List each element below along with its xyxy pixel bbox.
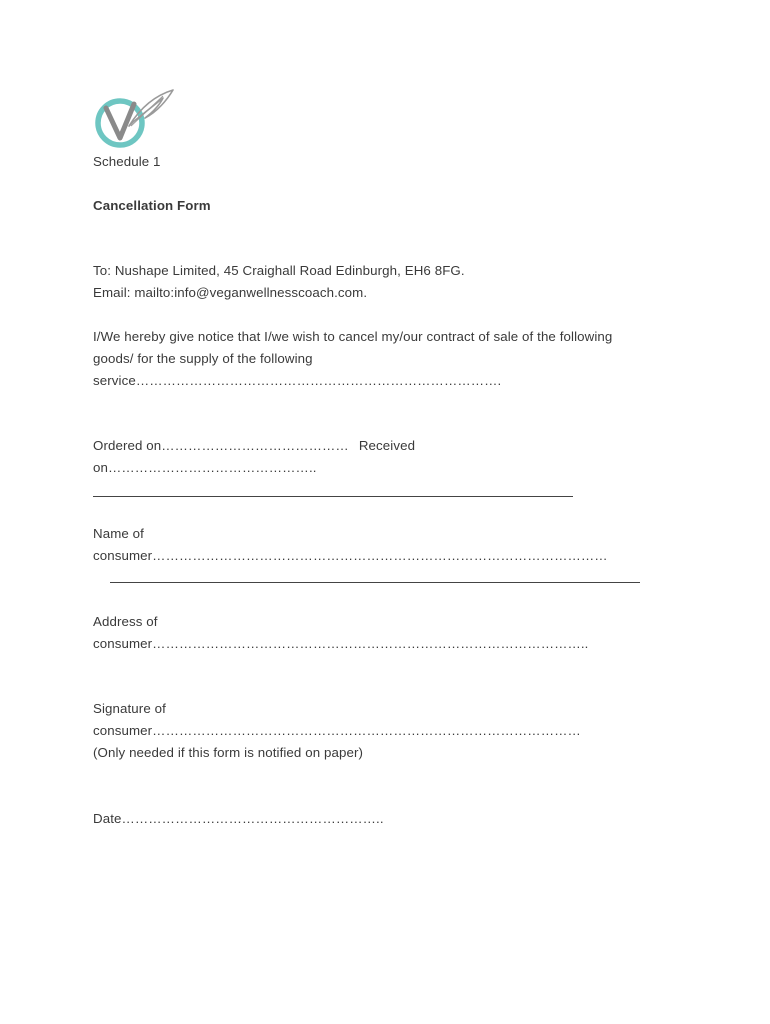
consumer-address-field: consumer…………………………………………………………………………………….. xyxy=(93,636,589,651)
form-heading: Cancellation Form xyxy=(93,198,211,213)
received-on-field: on……………………………………….. xyxy=(93,460,317,475)
date-field: Date………………………………………………….. xyxy=(93,811,384,826)
notice-line-1: I/We hereby give notice that I/we wish to cancel my/our contract of sale of the following xyxy=(93,329,613,344)
v-feather-logo-icon xyxy=(93,86,175,152)
consumer-name-field: consumer………………………………………………………………………………………… xyxy=(93,548,608,563)
recipient-address: To: Nushape Limited, 45 Craighall Road Edinburgh, EH6 8FG. xyxy=(93,263,465,278)
divider-line xyxy=(110,582,640,583)
notice-line-2: goods/ for the supply of the following xyxy=(93,351,313,366)
order-dates-line xyxy=(93,435,415,457)
divider-line xyxy=(93,496,573,497)
ordered-on-field: Ordered on…………………………………… xyxy=(93,438,349,453)
consumer-address-label: Address of xyxy=(93,614,158,629)
notice-line-3: service………………………………………………………………………. xyxy=(93,373,502,388)
received-label: Received xyxy=(358,438,416,453)
consumer-name-label: Name of xyxy=(93,526,144,541)
signature-note: (Only needed if this form is notified on paper) xyxy=(93,745,364,760)
consumer-signature-label: Signature of xyxy=(93,701,166,716)
recipient-email: Email: mailto:info@veganwellnesscoach.com. xyxy=(93,285,368,300)
consumer-signature-field: consumer…………………………………………………………………………………… xyxy=(93,723,581,738)
schedule-label: Schedule 1 xyxy=(93,154,161,169)
